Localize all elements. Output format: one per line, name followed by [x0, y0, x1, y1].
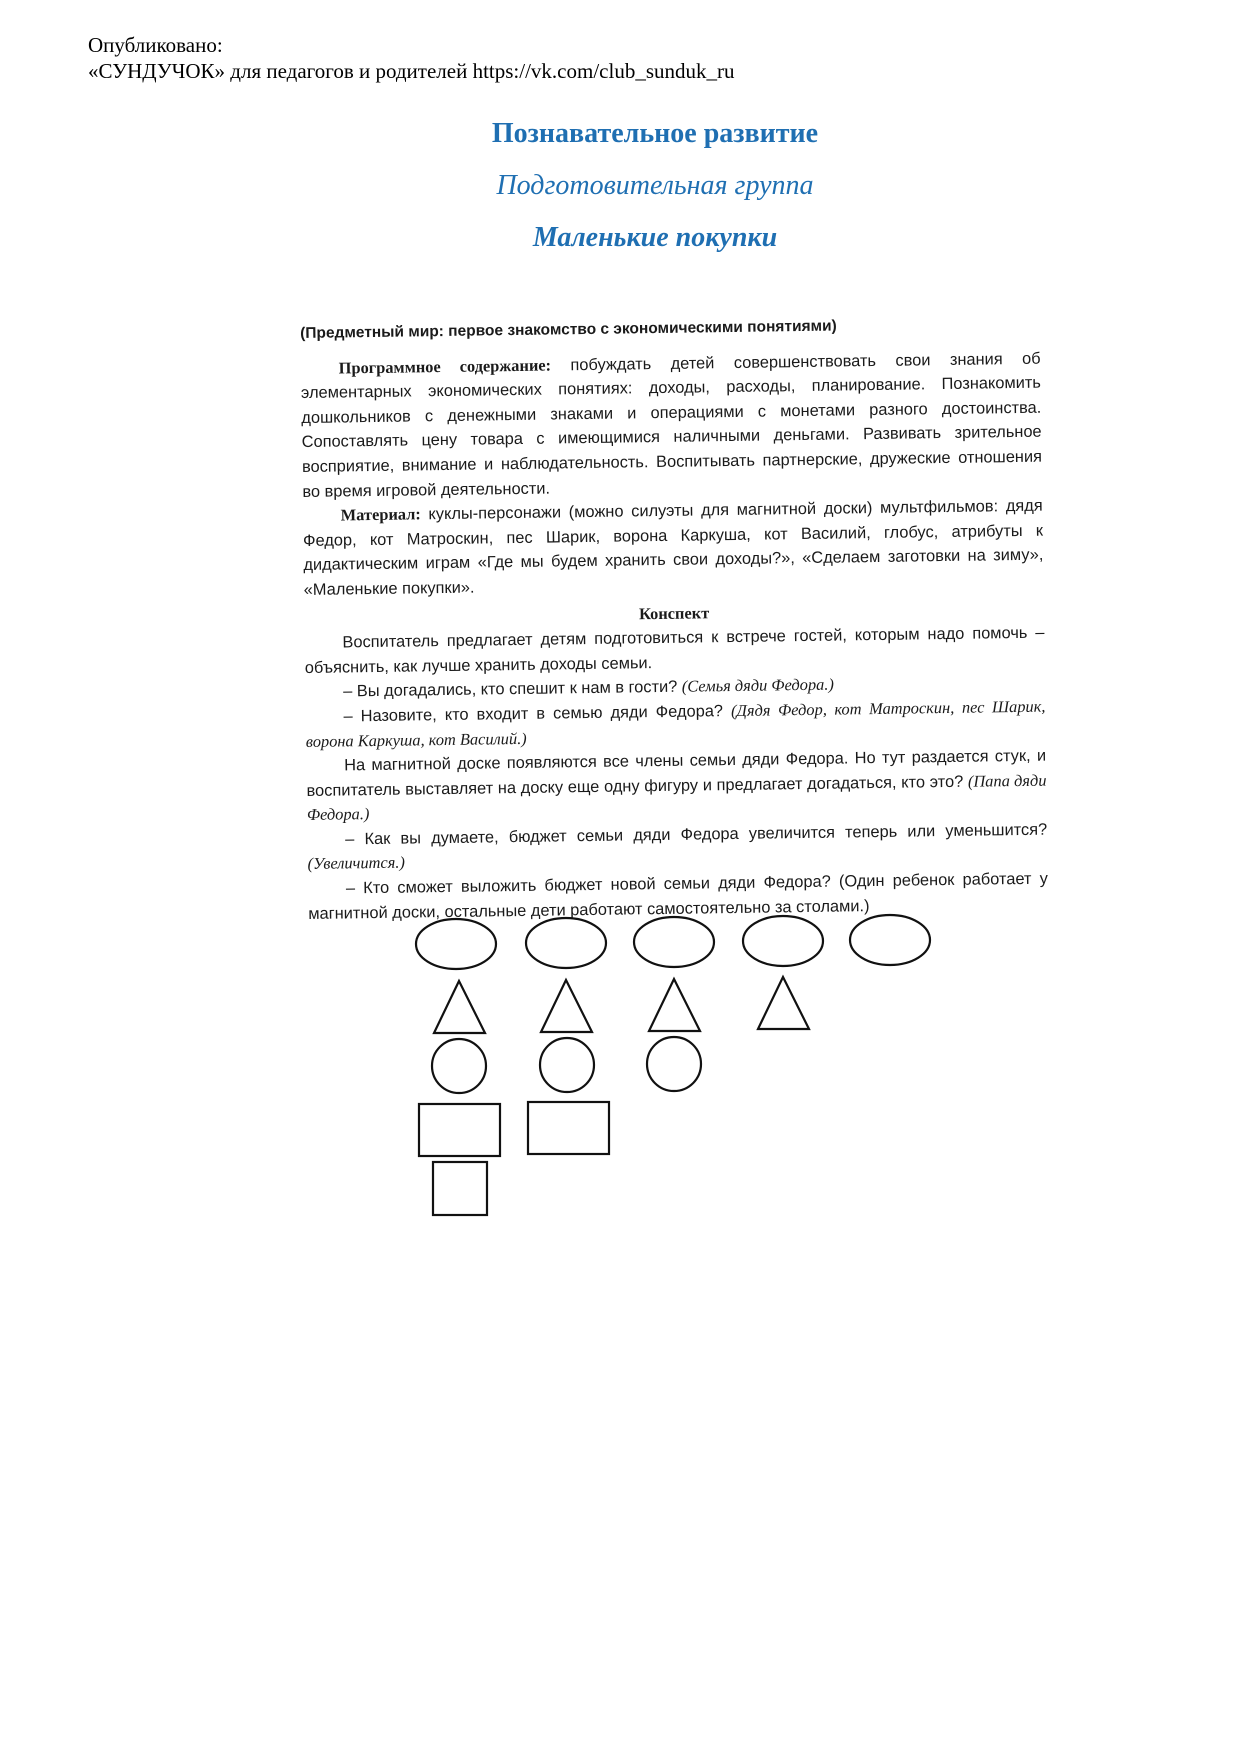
question-4: – Кто сможет выложить бюджет новой семьи дяди Федора? (Один ребенок работает у магнитной доски, остальные дети работают самостоятельно за столами.) — [308, 869, 1048, 923]
question-2-text: – Назовите, кто входит в семью дяди Федора? — [343, 701, 732, 726]
row-triangles — [434, 977, 809, 1033]
row-squares — [433, 1162, 487, 1215]
board-text: На магнитной доске появляются все члены семьи дяди Федора. Но тут раздается стук, и воспитатель выставляет на доску еще одну фигуру и предлагает догадаться, кто это? — [306, 746, 1047, 800]
heading-topic: Маленькие покупки — [532, 222, 778, 253]
answer-1: (Семья дяди Федора.) — [681, 674, 834, 697]
material-label: Материал: — [340, 504, 421, 525]
triangle-shape — [649, 979, 700, 1031]
program-label: Программное содержание: — [338, 355, 552, 378]
heading-area: Познавательное развитие — [491, 118, 819, 149]
program-text: побуждать детей совершенствовать свои знания об элементарных экономических понятиях: доходы, расходы, планирование. Познакомить дошкольников с денежными знаками и операциями с монетами разного достоинства. Сопоставлять цену товара с имеющимися наличными деньгами. Развивать зрительное восприятие, внимание и наблюдательность. Воспитывать партнерские, дружеские отношения во время игровой деятельности. — [300, 349, 1043, 501]
row-circles — [432, 1037, 701, 1093]
row-rectangles — [419, 1102, 609, 1156]
square-shape — [433, 1162, 487, 1215]
heading-group: Подготовительная группа — [496, 170, 814, 201]
ellipse-shape — [743, 916, 823, 966]
circle-shape — [432, 1039, 486, 1093]
published-label: Опубликовано: — [88, 33, 223, 57]
circle-shape — [647, 1037, 701, 1091]
triangle-shape — [541, 980, 592, 1032]
answer-3: (Папа дяди Федора.) — [306, 770, 1047, 825]
ellipse-shape — [634, 917, 714, 967]
question-3-text: – Как вы думаете, бюджет семьи дяди Федора увеличится теперь или уменьшится? — [345, 820, 1048, 849]
row-ellipses — [416, 915, 930, 969]
published-source: «СУНДУЧОК» для педагогов и родителей https://vk.com/club_sunduk_ru — [88, 59, 735, 83]
answer-4: (Увеличится.) — [307, 853, 406, 874]
konspekt-title: Конспект — [638, 602, 710, 623]
rectangle-shape — [419, 1104, 500, 1156]
triangle-shape — [758, 977, 809, 1029]
intro-paragraph: Воспитатель предлагает детям подготовиться к встрече гостей, которым надо помочь – объяснить, как лучше хранить доходы семьи. — [304, 623, 1045, 677]
question-1-text: – Вы догадались, кто спешит к нам в гости? — [343, 678, 682, 701]
answer-2: (Дядя Федор, кот Матроскин, пес Шарик, ворона Каркуша, кот Василий.) — [305, 696, 1046, 751]
triangle-shape — [434, 981, 485, 1033]
rectangle-shape — [528, 1102, 609, 1154]
lesson-subtitle: (Предметный мир: первое знакомство с экономическими понятиями) — [300, 317, 837, 342]
circle-shape — [540, 1038, 594, 1092]
ellipse-shape — [526, 918, 606, 968]
ellipse-shape — [416, 919, 496, 969]
material-text: куклы-персонажи (можно силуэты для магнитной доски) мультфильмов: дядя Федор, кот Матроскин, пес Шарик, ворона Каркуша, кот Василий, глобус, атрибуты к дидактическим играм «Где мы будем хранить свои доходы?», «Сделаем заготовки на зиму», «Маленькие покупки». — [302, 496, 1044, 599]
ellipse-shape — [850, 915, 930, 965]
